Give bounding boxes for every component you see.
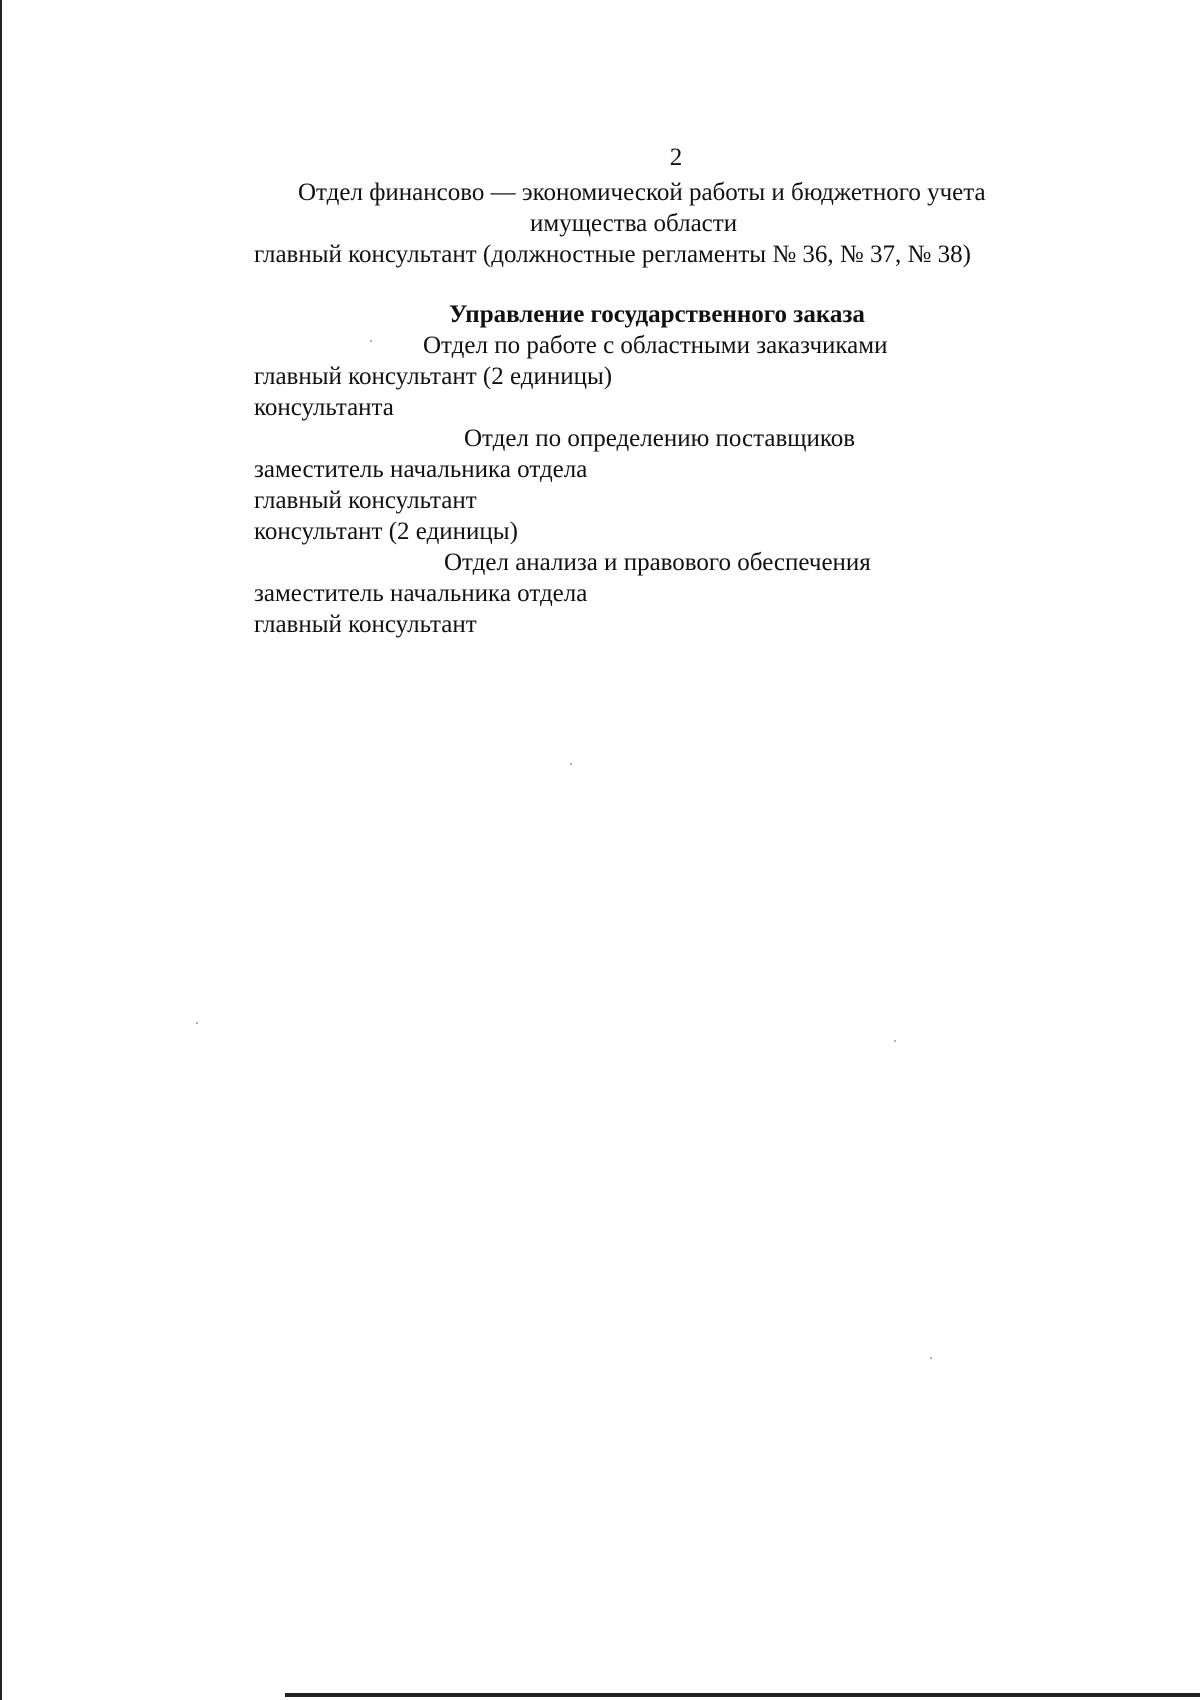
finance-dept-title-line-2: имущества области xyxy=(530,210,738,237)
suppliers-dept-position-1: заместитель начальника отдела xyxy=(254,456,588,483)
state-order-directorate-title: Управление государственного заказа xyxy=(449,301,865,328)
analysis-dept-title: Отдел анализа и правового обеспечения xyxy=(444,549,871,576)
scan-speck xyxy=(196,1022,198,1024)
customers-dept-title: Отдел по работе с областными заказчиками xyxy=(423,332,888,359)
page-number: 2 xyxy=(669,144,683,171)
scan-speck xyxy=(570,763,572,765)
scan-edge-left xyxy=(0,0,2,1700)
scan-speck xyxy=(930,1357,932,1359)
blank-line xyxy=(254,270,1054,301)
suppliers-dept-title: Отдел по определению поставщиков xyxy=(464,425,856,452)
analysis-dept-position-2: главный консультант xyxy=(254,611,477,638)
suppliers-dept-position-3: консультант (2 единицы) xyxy=(254,518,518,545)
finance-dept-title-line-1: Отдел финансово — экономической работы и бюджетного учета xyxy=(298,179,986,206)
customers-dept-position-1: главный консультант (2 единицы) xyxy=(254,363,613,390)
suppliers-dept-position-2: главный консультант xyxy=(254,487,477,514)
document-body xyxy=(254,177,1054,640)
finance-dept-position-1: главный консультант (должностные регламенты № 36, № 37, № 38) xyxy=(254,241,971,268)
scan-speck xyxy=(894,1040,896,1042)
analysis-dept-position-1: заместитель начальника отдела xyxy=(254,580,588,607)
scan-edge-bottom xyxy=(285,1693,1200,1697)
customers-dept-position-2: консультанта xyxy=(254,394,394,421)
